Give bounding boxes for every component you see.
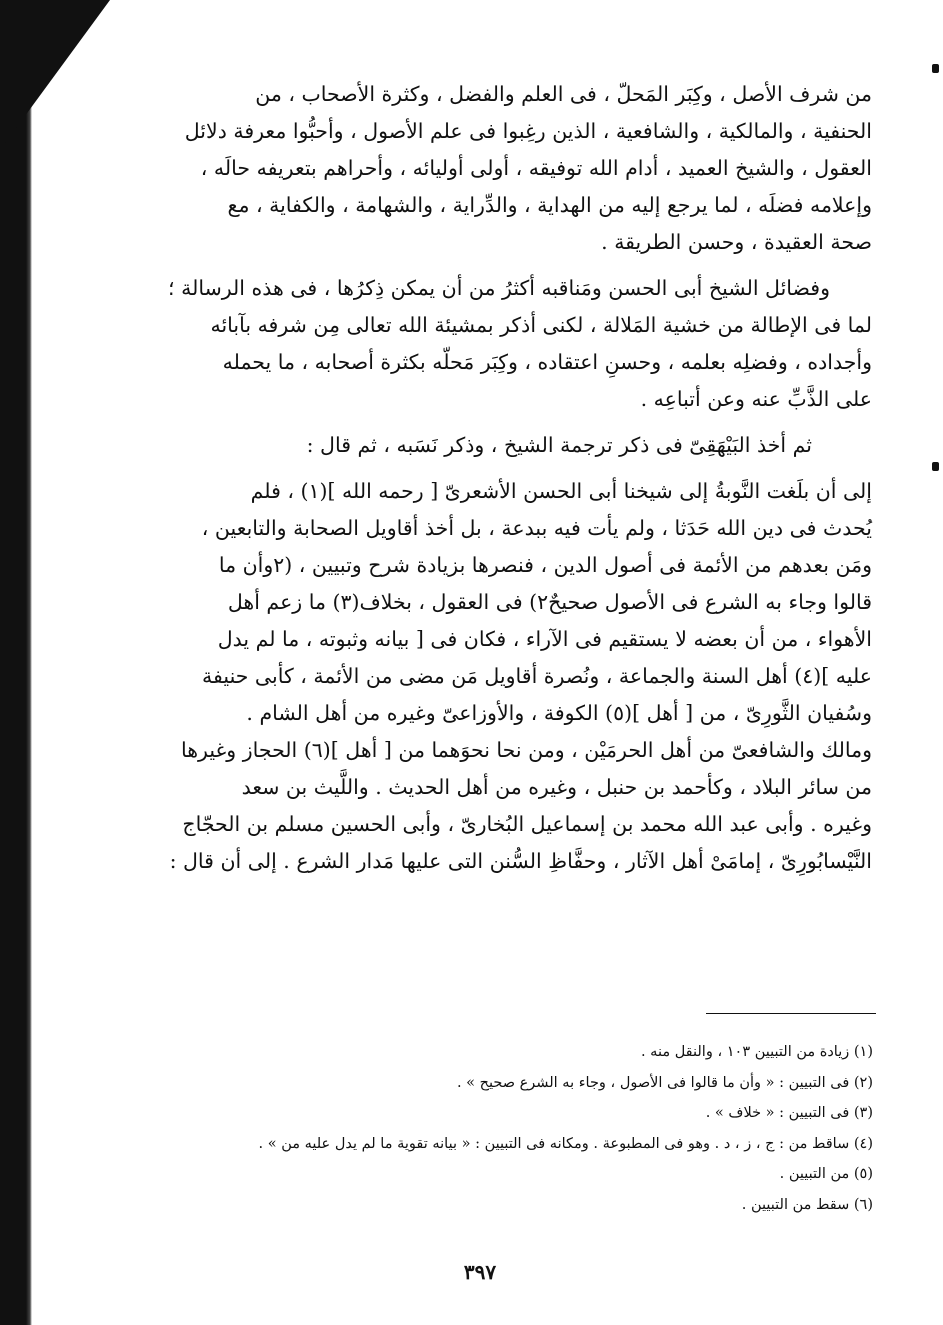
footnote-2: (٢) فى التبيين : « وأن ما قالوا فى الأصول ، وجاء به الشرع صحيح » .: [456, 1074, 873, 1091]
text-line: من شرف الأصل ، وكِبَر المَحلّ ، فى العلم والفضل ، وكثرة الأصحاب ، من: [255, 82, 872, 106]
footnote-separator: [706, 1013, 876, 1014]
text-line: وأجداده ، وفضلِه بعلمه ، وحسنِ اعتقاده ، وكِبَر مَحلّه بكثرة أصحابه ، ما يحمله: [222, 350, 872, 374]
text-line: النَّيْسابُورِىّ ، إمامَىْ أهل الآثار ، وحفَّاظِ السُّنن التى عليها مَدار الشرع . إلى أن قال :: [169, 849, 872, 873]
footnote-1: (١) زيادة من التبيين ١٠٣ ، والنقل منه .: [640, 1044, 873, 1060]
text-line: ومَن بعدهم من الأئمة فى أصول الدين ، فنصرها بزيادة شرح وتبيين ، (٢وأن ما: [218, 553, 872, 577]
scan-speck-middle: [932, 462, 939, 471]
paragraph-2: [150, 270, 872, 418]
text-line: قالوا وجاء به الشرع فى الأصول صحيحٌ٢) فى العقول ، بخلاف(٣) ما زعم أهل: [227, 590, 872, 614]
page-number: ٣٩٧: [463, 1260, 497, 1284]
text-line: لما فى الإطالة من خشية المَلالة ، لكنى أذكر بمشيئة الله تعالى مِن شرفه بآبائه: [210, 313, 872, 337]
text-line: العقول ، والشيخ العميد ، أدام الله توفيقه ، أولى أوليائه ، وأحراهم بتعريفه حالَه ،: [200, 156, 872, 180]
scan-binding-edge: [0, 0, 32, 1325]
footnote-5: (٥) من التبيين .: [779, 1166, 873, 1182]
text-line: ومالك والشافعىّ من أهل الحرمَيْن ، ومن نحا نحوَهما من [ أهل ](٦) الحجاز وغيرها: [181, 738, 872, 762]
text-line: عليه ](٤) أهل السنة والجماعة ، ونُصرة أقاويل مَن مضى من الأئمة ، كأبى حنيفة: [202, 664, 872, 688]
text-line: يُحدث فى دين الله حَدَثا ، ولم يأت فيه ببدعة ، بل أخذ أقاويل الصحابة والتابعين ،: [201, 516, 872, 540]
paragraph-1: [150, 76, 872, 261]
text-line: الحنفية ، والمالكية ، والشافعية ، الذين رغِبوا فى علم الأصول ، وأحبُّوا معرفة دلائل: [184, 119, 872, 143]
text-line: صحة العقيدة ، وحسن الطريقة .: [601, 230, 872, 254]
text-line: وفضائل الشيخ أبى الحسن ومَناقبه أكثرُ من أن يمكن ذِكرُها ، فى هذه الرسالة ؛: [168, 276, 830, 300]
text-line: وسُفيان الثَّورِىّ ، من [ أهل ](٥) الكوفة ، والأوزاعىّ وغيره من أهل الشام .: [246, 701, 872, 725]
scan-speck-top: [932, 64, 939, 73]
footnotes: [138, 1037, 873, 1220]
text-line: من سائر البلاد ، وكأحمد بن حنبل ، وغيره من أهل الحديث . واللَّيث بن سعد: [241, 775, 872, 799]
text-line: وإعلامه فضلَه ، لما يرجع إليه من الهداية ، والدِّراية ، والشهامة ، والكفاية ، مع: [227, 193, 872, 217]
footnote-3: (٣) فى التبيين : « خلاف » .: [705, 1105, 873, 1121]
scan-corner-shadow: [0, 0, 110, 150]
text-line: الأهواء ، من أن بعضه لا يستقيم فى الآراء ، فكان فى [ بيانه وثبوته ، ما لم يدل: [217, 627, 872, 651]
text-line: وغيره . وأبى عبد الله محمد بن إسماعيل البُخارىّ ، وأبى الحسين مسلم بن الحجّاج: [182, 812, 872, 836]
paragraph-4: [150, 473, 872, 880]
footnote-6: (٦) سقط من التبيين .: [741, 1196, 873, 1213]
text-line: ثم أخذ البَيْهَقِىّ فى ذكر ترجمة الشيخ ، وذكر نَسَبه ، ثم قال :: [306, 433, 812, 457]
main-text: [150, 76, 872, 880]
paragraph-3: [150, 427, 872, 464]
text-line: إلى أن بلَغت النَّوبةُ إلى شيخنا أبى الحسن الأشعرىّ [ رحمه الله ](١) ، فلم: [250, 479, 872, 503]
text-line: على الذَّبِّ عنه وعن أتباعِه .: [640, 387, 872, 411]
footnote-4: (٤) ساقط من : ج ، ز ، د . وهو فى المطبوعة . ومكانه فى التبيين : « بيانه تقوية ما لم يدل عليه من » .: [258, 1135, 873, 1152]
